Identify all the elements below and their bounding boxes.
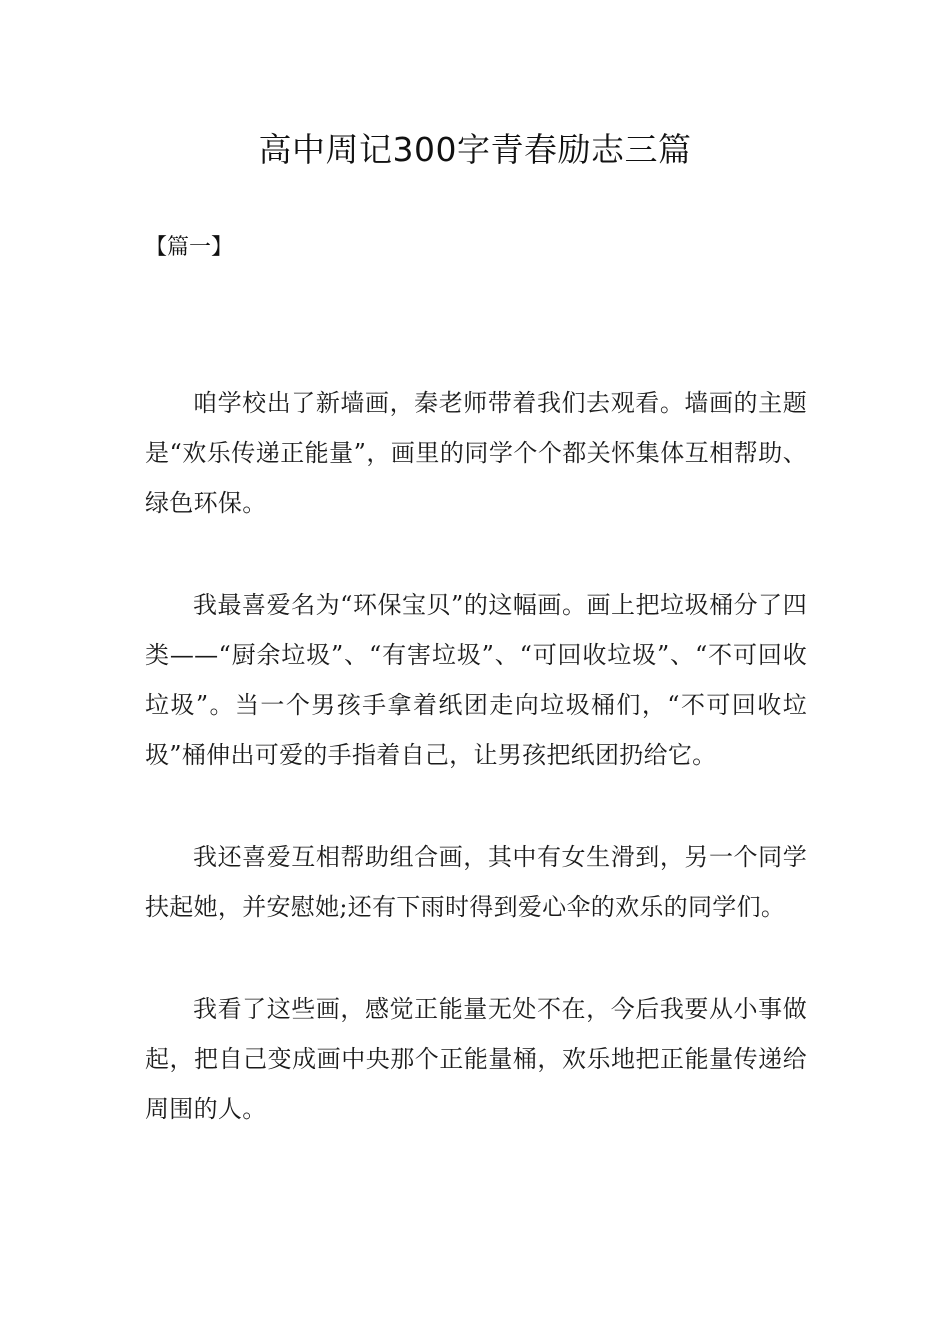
paragraph-2: 我最喜爱名为“环保宝贝”的这幅画。画上把垃圾桶分了四类——“厨余垃圾”、“有害垃圾”、“可回收垃圾”、“不可回收垃圾”。当一个男孩手拿着纸团走向垃圾桶们，“不可回收垃圾”桶伸出可爱的手指着自己，让男孩把纸团扔给它。 [145, 591, 807, 769]
paragraph-1: 咱学校出了新墙画，秦老师带着我们去观看。墙画的主题是“欢乐传递正能量”，画里的同学个个都关怀集体互相帮助、绿色环保。 [145, 389, 807, 517]
document-title: 高中周记300字青春励志三篇 [258, 130, 692, 169]
document-body [145, 378, 807, 1186]
section-label: 【篇一】 [145, 235, 234, 260]
paragraph-3: 我还喜爱互相帮助组合画，其中有女生滑到，另一个同学扶起她，并安慰她;还有下雨时得到爱心伞的欢乐的同学们。 [145, 843, 807, 921]
paragraph-4: 我看了这些画，感觉正能量无处不在，今后我要从小事做起，把自己变成画中央那个正能量桶，欢乐地把正能量传递给周围的人。 [145, 995, 807, 1123]
